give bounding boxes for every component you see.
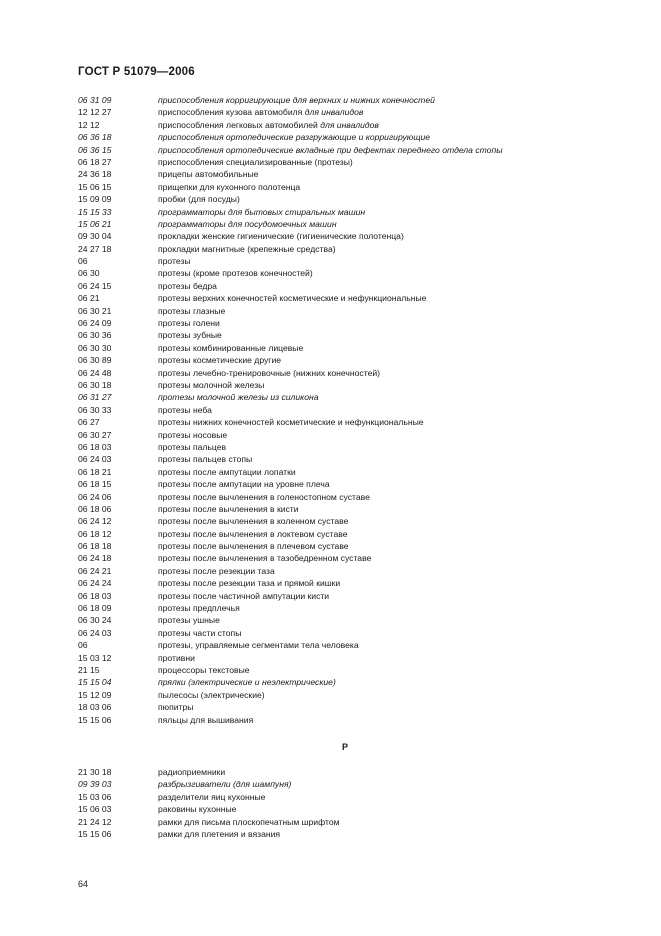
index-entry [78,552,618,564]
entry-code: 18 03 06 [78,702,112,713]
index-entry [78,441,618,453]
entry-code: 06 18 15 [78,479,112,490]
entry-term-plain: приспособления легковых автомобилей [158,119,321,130]
index-entry [78,577,618,589]
entry-term-italic: для инвалидов [320,119,379,130]
index-entry [78,317,618,329]
entry-term: протезы зубные [158,330,222,341]
index-entry [78,292,618,304]
entry-term: прищепки для кухонного полотенца [158,181,301,192]
index-entry [78,106,618,118]
entry-code: 15 03 06 [78,791,112,802]
entry-code: 06 18 12 [78,528,112,539]
index-entry [78,218,618,230]
entry-term: протезы после вычленения в коленном суставе [158,516,349,527]
entry-term: протезы голени [158,318,220,329]
entry-code: 06 30 36 [78,330,112,341]
entry-term-italic: для инвалидов [304,107,364,118]
entry-code: 06 30 89 [78,355,112,366]
index-entry [78,119,618,131]
index-entry [78,206,618,218]
index-entry [78,791,618,803]
entry-term: раковины кухонные [158,804,237,815]
entry-term: протезы после ампутации на уровне плеча [158,479,330,490]
index-entry [78,131,618,143]
entry-code: 09 30 04 [78,231,112,242]
entry-term: протезы пальцев [158,441,227,452]
index-entry [78,429,618,441]
index-entry [78,168,618,180]
index-entry [78,828,618,840]
entry-term: протезы верхних конечностей косметические и нефункциональные [158,293,427,304]
entry-term: протезы после вычленения в тазобедренном суставе [158,553,372,564]
index-entry [78,193,618,205]
entry-code: 15 06 03 [78,804,112,815]
entry-code: 06 24 03 [78,454,112,465]
index-entry [78,280,618,292]
entry-term-plain: приспособления кузова автомобиля [158,107,305,118]
page-title: ГОСТ Р 51079—2006 [78,66,195,78]
entry-code: 06 18 06 [78,503,112,514]
entry-term: протезы после вычленения в кисти [158,503,299,514]
index-entry [78,453,618,465]
entry-term [158,106,363,118]
entry-term: программаторы для посудомоечных машин [158,218,337,229]
index-entry [78,391,618,403]
index-entry [78,267,618,279]
entry-code: 06 27 [78,417,100,428]
index-entry [78,614,618,626]
entry-term: протезы молочной железы [158,379,265,390]
entry-term: пюпитры [158,702,194,713]
entry-code: 15 15 33 [78,206,112,217]
entry-code: 15 15 04 [78,677,112,688]
page-number: 64 [78,879,89,889]
index-entry [78,342,618,354]
entry-term: протезы предплечья [158,603,240,614]
index-list-top [78,94,618,726]
entry-code: 06 [78,640,88,651]
entry-term: пяльцы для вышивания [158,714,254,725]
index-entry [78,778,618,790]
index-entry [78,565,618,577]
entry-term: протезы после ампутации лопатки [158,466,296,477]
index-entry [78,803,618,815]
entry-term: программаторы для бытовых стиральных машин [158,206,366,217]
entry-code: 06 30 30 [78,342,112,353]
index-entry [78,478,618,490]
index-entry [78,354,618,366]
entry-term: протезы косметические другие [158,355,282,366]
entry-code: 06 24 18 [78,553,112,564]
section-letter: Р [342,742,349,752]
entry-code: 06 30 21 [78,305,112,316]
entry-code: 15 06 21 [78,218,112,229]
entry-term: протезы глазные [158,305,226,316]
entry-code: 15 09 09 [78,194,112,205]
entry-term: пробки (для посуды) [158,194,240,205]
index-entry [78,156,618,168]
entry-term: протезы бедра [158,280,217,291]
entry-term: протезы после вычленения в голеностопном суставе [158,491,370,502]
entry-term: рамки для плетения и вязания [158,828,281,839]
entry-term: приспособления специализированные (протезы) [158,156,353,167]
entry-code: 12 12 [78,119,100,130]
index-entry [78,652,618,664]
index-entry [78,144,618,156]
entry-term: разделители яиц кухонные [158,791,266,802]
entry-code: 21 30 18 [78,767,112,777]
entry-code: 24 36 18 [78,169,112,180]
index-entry [78,503,618,515]
entry-term: протезы после резекции таза [158,565,275,576]
entry-term: прокладки женские гигиенические (гигиенические полотенца) [158,231,404,242]
index-entry [78,466,618,478]
entry-term: протезы лечебно-тренировочные (нижних конечностей) [158,367,381,378]
index-entry [78,664,618,676]
entry-term: протезы носовые [158,429,228,440]
index-entry [78,255,618,267]
index-entry [78,602,618,614]
index-entry [78,714,618,726]
index-entry [78,676,618,688]
entry-code: 15 15 06 [78,828,112,839]
entry-term: радиоприемники [158,767,226,777]
index-entry [78,515,618,527]
entry-code: 06 30 27 [78,429,112,440]
entry-term: рамки для письма плоскопечатным шрифтом [158,816,340,827]
entry-code: 06 24 24 [78,578,112,589]
entry-term: приспособления корригирующие для верхних и нижних конечностей [158,95,435,105]
entry-code: 06 24 15 [78,280,112,291]
index-entry [78,94,618,106]
entry-term: приспособления ортопедические вкладные при дефектах переднего отдела стопы [158,144,503,155]
entry-code: 06 24 21 [78,565,112,576]
index-entry [78,816,618,828]
entry-term: протезы части стопы [158,627,242,638]
index-entry [78,305,618,317]
entry-code: 06 18 21 [78,466,112,477]
entry-code: 06 18 09 [78,603,112,614]
entry-term: прицепы автомобильные [158,169,259,180]
index-entry [78,230,618,242]
entry-code: 15 15 06 [78,714,112,725]
index-entry [78,540,618,552]
index-entry [78,379,618,391]
entry-code: 06 30 18 [78,379,112,390]
entry-code: 06 36 15 [78,144,112,155]
index-entry [78,243,618,255]
entry-code: 06 18 03 [78,441,112,452]
entry-code: 06 18 03 [78,590,112,601]
index-entry [78,689,618,701]
entry-code: 06 30 24 [78,615,112,626]
index-entry [78,329,618,341]
entry-term: разбрызгиватели (для шампуня) [158,779,292,790]
entry-code: 15 12 09 [78,689,112,700]
entry-code: 06 36 18 [78,132,112,143]
index-entry [78,367,618,379]
entry-term: противни [158,652,195,663]
index-entry [78,404,618,416]
entry-term: протезы пальцев стопы [158,454,253,465]
entry-term: пылесосы (электрические) [158,689,265,700]
entry-term: протезы молочной железы из силикона [158,392,319,403]
entry-code: 06 31 27 [78,392,112,403]
entry-term [158,119,379,131]
index-entry [78,528,618,540]
index-entry [78,766,618,778]
entry-code: 12 12 27 [78,107,112,118]
entry-code: 24 27 18 [78,243,112,254]
entry-code: 06 30 33 [78,404,112,415]
entry-code: 06 24 48 [78,367,112,378]
entry-term: протезы, управляемые сегментами тела человека [158,640,359,651]
entry-term: протезы нижних конечностей косметические и нефункциональные [158,417,424,428]
index-entry [78,639,618,651]
index-entry [78,181,618,193]
index-entry [78,701,618,713]
entry-term: протезы неба [158,404,212,415]
entry-code: 06 30 [78,268,100,279]
entry-code: 06 24 12 [78,516,112,527]
index-list-bottom [78,766,618,840]
entry-code: 09 39 03 [78,779,112,790]
index-entry [78,416,618,428]
entry-term: протезы после резекции таза и прямой кишки [158,578,341,589]
entry-term: протезы после вычленения в локтевом суставе [158,528,348,539]
index-entry [78,590,618,602]
entry-term: протезы комбинированные лицевые [158,342,304,353]
entry-term: протезы после вычленения в плечевом суставе [158,541,349,552]
entry-term: протезы после частичной ампутации кисти [158,590,330,601]
index-entry [78,627,618,639]
entry-code: 06 24 06 [78,491,112,502]
entry-term: протезы (кроме протезов конечностей) [158,268,313,279]
entry-term: прокладки магнитные (крепежные средства) [158,243,336,254]
entry-code: 06 24 09 [78,318,112,329]
entry-term: протезы ушные [158,615,220,626]
entry-code: 06 18 18 [78,541,112,552]
index-entry [78,491,618,503]
entry-term: приспособления ортопедические разгружающие и корригирующие [158,132,431,143]
entry-code: 06 24 03 [78,627,112,638]
entry-term: протезы [158,256,191,267]
entry-code: 06 18 27 [78,156,112,167]
entry-code: 06 [78,256,88,267]
entry-code: 06 31 09 [78,95,112,105]
entry-code: 15 03 12 [78,652,112,663]
entry-code: 21 24 12 [78,816,112,827]
entry-term: прялки (электрические и неэлектрические) [158,677,336,688]
entry-code: 21 15 [78,664,100,675]
entry-code: 06 21 [78,293,100,304]
entry-term: процессоры текстовые [158,664,250,675]
entry-code: 15 06 15 [78,181,112,192]
